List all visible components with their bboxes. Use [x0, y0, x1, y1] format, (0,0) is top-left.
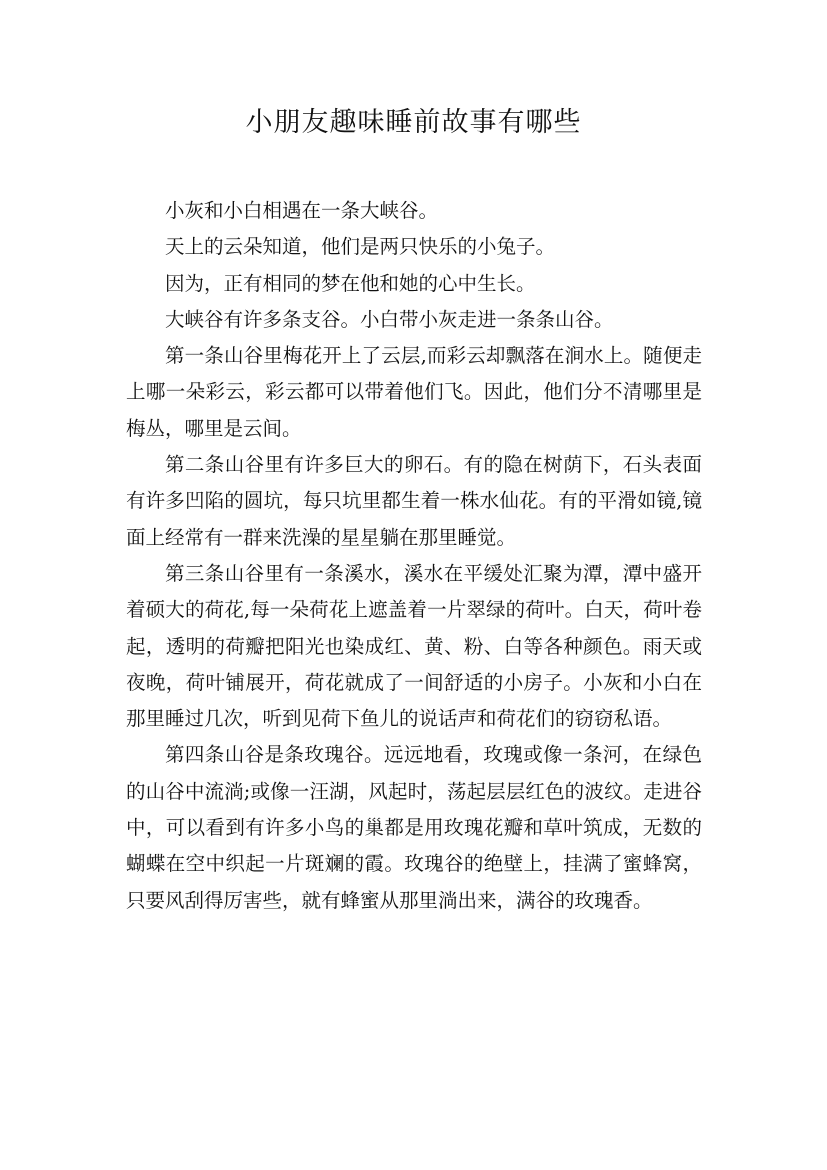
paragraph: 小灰和小白相遇在一条大峡谷。	[165, 199, 439, 222]
document-body	[126, 193, 702, 919]
paragraph: 第三条山谷里有一条溪水，溪水在平缓处汇聚为潭，潭中盛开着硕大的荷花,每一朵荷花上遮盖着一片翠绿的荷叶。白天，荷叶卷起，透明的荷瓣把阳光也染成红、黄、粉、白等各种颜色。雨天或夜晚，荷叶铺展开，荷花就成了一间舒适的小房子。小灰和小白在那里睡过几次，听到见荷下鱼儿的说话声和荷花们的窃窃私语。	[126, 561, 702, 731]
paragraph: 大峡谷有许多条支谷。小白带小灰走进一条条山谷。	[165, 307, 614, 331]
paragraph: 第二条山谷里有许多巨大的卵石。有的隐在树荫下，石头表面有许多凹陷的圆坑，每只坑里都生着一株水仙花。有的平滑如镜,镜面上经常有一群来洗澡的星星躺在那里睡觉。	[126, 453, 702, 549]
paragraph: 天上的云朵知道，他们是两只快乐的小兔子。	[165, 235, 556, 259]
paragraph: 因为，正有相同的梦在他和她的心中生长。	[165, 271, 536, 295]
paragraph: 第四条山谷是条玫瑰谷。远远地看，玫瑰或像一条河，在绿色的山谷中流淌;或像一汪湖，风起时，荡起层层红色的波纹。走进谷中，可以看到有许多小鸟的巢都是用玫瑰花瓣和草叶筑成，无数的蝴蝶在空中织起一片斑斓的霞。玫瑰谷的绝壁上，挂满了蜜蜂窝，只要风刮得厉害些，就有蜂蜜从那里淌出来，满谷的玫瑰香。	[126, 743, 702, 912]
document-title: 小朋友趣味睡前故事有哪些	[245, 107, 582, 138]
paragraph: 第一条山谷里梅花开上了云层,而彩云却飘落在涧水上。随便走上哪一朵彩云，彩云都可以带着他们飞。因此，他们分不清哪里是梅丛，哪里是云间。	[126, 344, 702, 440]
